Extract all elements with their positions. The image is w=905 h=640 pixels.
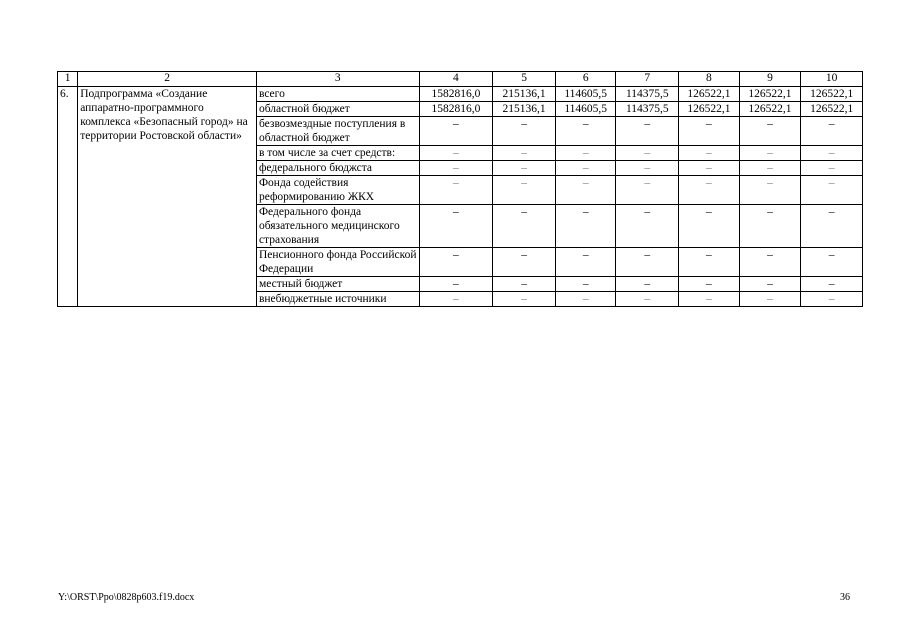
table-cell: – xyxy=(679,277,740,292)
table-cell: – xyxy=(801,117,863,146)
table-cell: – xyxy=(679,248,740,277)
table-cell: – xyxy=(679,161,740,176)
table-cell: – xyxy=(555,248,616,277)
table-cell: – xyxy=(616,248,679,277)
table-cell: – xyxy=(555,205,616,248)
table-cell: – xyxy=(555,161,616,176)
table-cell: – xyxy=(493,176,556,205)
table-cell: – xyxy=(739,205,801,248)
table-cell: 114605,5 xyxy=(555,87,616,102)
funding-source: в том числе за счет средств: xyxy=(256,146,419,161)
page-number: 36 xyxy=(840,592,850,603)
column-header: 2 xyxy=(78,72,257,87)
column-header: 9 xyxy=(739,72,801,87)
table-cell: – xyxy=(419,205,493,248)
table-cell: – xyxy=(801,176,863,205)
table-cell: 215136,1 xyxy=(493,87,556,102)
table-cell: – xyxy=(493,205,556,248)
table-cell: – xyxy=(616,146,679,161)
table-cell: – xyxy=(493,248,556,277)
funding-source: Федерального фонда обязательного медицинского страхования xyxy=(256,205,419,248)
funding-source: федерального бюджста xyxy=(256,161,419,176)
table-cell: 126522,1 xyxy=(801,102,863,117)
table-cell: – xyxy=(801,277,863,292)
table-cell: – xyxy=(493,277,556,292)
footer-file-path: Y:\ORST\Ppo\0828p603.f19.docx xyxy=(58,592,195,603)
table-row xyxy=(58,87,863,102)
table-header-row xyxy=(58,72,863,87)
funding-source: Пенсионного фонда Российской Федерации xyxy=(256,248,419,277)
table-cell: – xyxy=(679,146,740,161)
column-header: 1 xyxy=(58,72,78,87)
funding-source: местный бюджет xyxy=(256,277,419,292)
table-cell: 114375,5 xyxy=(616,102,679,117)
table-cell: 114605,5 xyxy=(555,102,616,117)
table-cell: 126522,1 xyxy=(739,87,801,102)
table-cell: – xyxy=(555,176,616,205)
table-cell: – xyxy=(679,205,740,248)
table-cell: – xyxy=(739,176,801,205)
table-cell: 1582816,0 xyxy=(419,87,493,102)
column-header: 6 xyxy=(555,72,616,87)
column-header: 5 xyxy=(493,72,556,87)
column-header: 7 xyxy=(616,72,679,87)
table-cell: – xyxy=(555,146,616,161)
table-cell: – xyxy=(801,292,863,307)
table-cell: – xyxy=(739,161,801,176)
table-cell: 126522,1 xyxy=(739,102,801,117)
table-cell: – xyxy=(801,161,863,176)
column-header: 8 xyxy=(679,72,740,87)
table-cell: – xyxy=(493,161,556,176)
table-cell: – xyxy=(616,176,679,205)
table-cell: – xyxy=(739,146,801,161)
table-cell: – xyxy=(679,176,740,205)
funding-source: областной бюджет xyxy=(256,102,419,117)
table-cell: – xyxy=(493,292,556,307)
table-cell: – xyxy=(493,146,556,161)
table-cell: 215136,1 xyxy=(493,102,556,117)
table-cell: – xyxy=(419,248,493,277)
column-header: 3 xyxy=(256,72,419,87)
table-cell: – xyxy=(419,277,493,292)
table-cell: – xyxy=(801,205,863,248)
table-cell: 126522,1 xyxy=(801,87,863,102)
funding-source: внебюджетные источники xyxy=(256,292,419,307)
table-cell: 126522,1 xyxy=(679,102,740,117)
table-cell: – xyxy=(616,277,679,292)
table-cell: – xyxy=(616,205,679,248)
table-cell: – xyxy=(801,146,863,161)
table-cell: – xyxy=(419,146,493,161)
table-cell: – xyxy=(679,117,740,146)
row-index: 6. xyxy=(58,87,78,307)
table-cell: – xyxy=(419,292,493,307)
table-cell: – xyxy=(616,161,679,176)
table-cell: – xyxy=(555,292,616,307)
table-cell: – xyxy=(739,117,801,146)
table-cell: 1582816,0 xyxy=(419,102,493,117)
table-cell: – xyxy=(555,117,616,146)
budget-table xyxy=(57,71,863,307)
table-cell: – xyxy=(419,117,493,146)
column-header: 4 xyxy=(419,72,493,87)
table-cell: – xyxy=(801,248,863,277)
program-name: Подпрограмма «Создание аппаратно-программного комплекса «Безопасный город» на территории Ростовской области» xyxy=(78,87,257,307)
table-cell: – xyxy=(616,117,679,146)
table-cell: 114375,5 xyxy=(616,87,679,102)
table-cell: – xyxy=(616,292,679,307)
table-cell: – xyxy=(739,292,801,307)
funding-source: всего xyxy=(256,87,419,102)
table-cell: – xyxy=(493,117,556,146)
column-header: 10 xyxy=(801,72,863,87)
table-cell: – xyxy=(419,176,493,205)
table-cell: – xyxy=(679,292,740,307)
table-cell: – xyxy=(419,161,493,176)
table-cell: 126522,1 xyxy=(679,87,740,102)
table-cell: – xyxy=(555,277,616,292)
table-cell: – xyxy=(739,277,801,292)
funding-source: безвозмездные поступления в областной бюджет xyxy=(256,117,419,146)
funding-source: Фонда содействия реформированию ЖКХ xyxy=(256,176,419,205)
table-cell: – xyxy=(739,248,801,277)
